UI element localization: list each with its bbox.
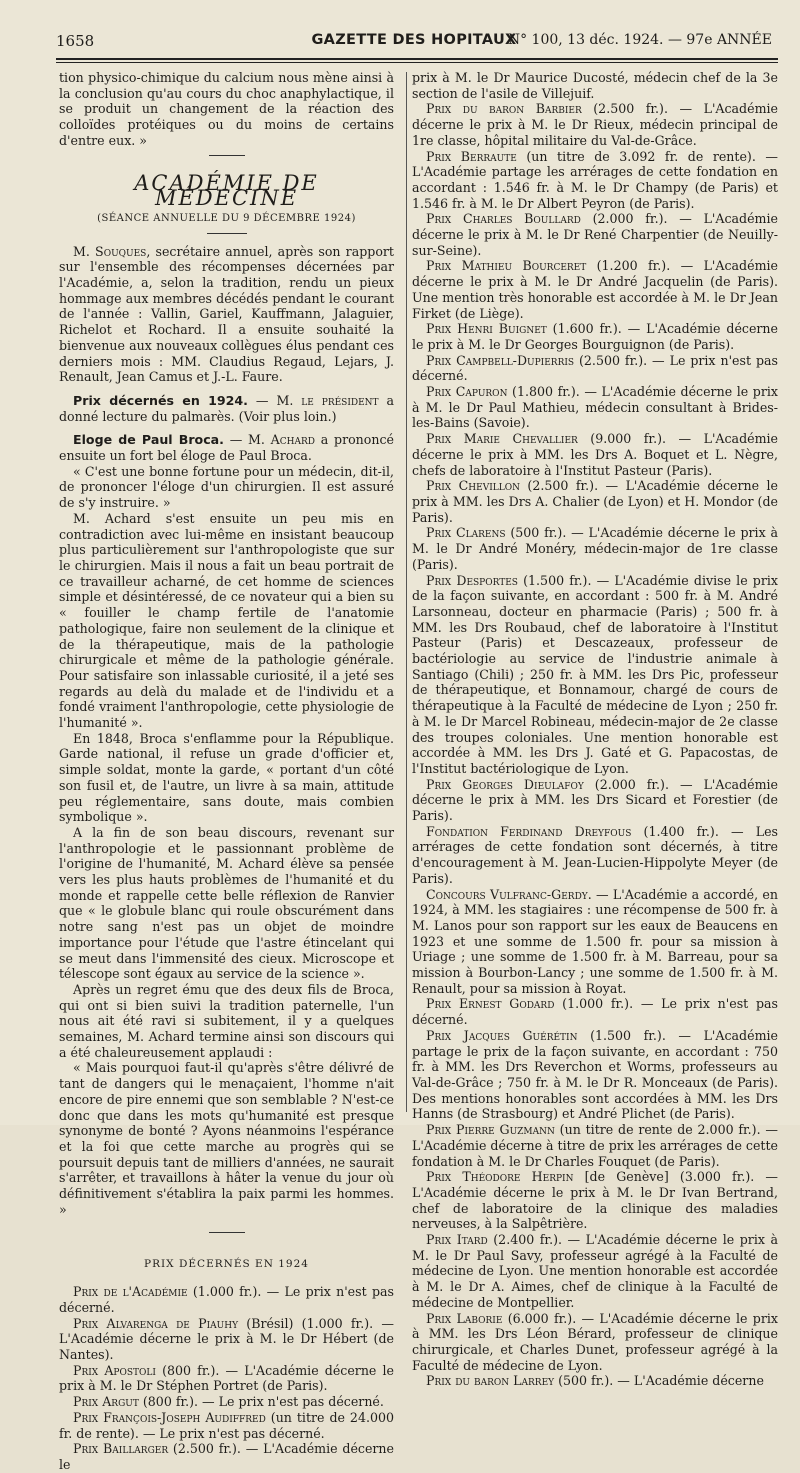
prize-text: (1.400 fr.). — Les arrérages de cette fondation sont décernés, à titre d'encouragement à M. Jean-Lucien-Hippolyte Meyer (de Paris).	[412, 823, 778, 886]
prize-entry	[412, 887, 778, 997]
prize-name: Prix Théodore Herpin	[426, 1169, 574, 1185]
prize-entry	[412, 353, 778, 384]
paragraph-prix: Prix décernés en 1924. — M. le président a donné lecture du palmarès. (Voir plus loin.)	[59, 392, 395, 424]
prize-text: (1.000 fr.). — Le prix n'est pas décerné.	[59, 1284, 394, 1315]
prize-text: (800 fr.). — Le prix n'est pas décerné.	[138, 1394, 384, 1410]
prize-name: Prix Henri Buignet	[426, 321, 547, 337]
prize-text: [de Genève] (3.000 fr.). — L'Académie décerne le prix à M. le Dr Ivan Bertrand, chef de laboratoire de la clinique des maladies nerveuses, à la Salpêtrière.	[412, 1169, 779, 1232]
prize-entry	[412, 258, 778, 321]
prize-name: Prix Marie Chevallier	[426, 431, 578, 447]
prize-entry	[59, 1284, 394, 1315]
prize-entry	[412, 211, 778, 258]
intro-paragraph: tion physico-chimique du calcium nous mène ainsi à la conclusion qu'au cours du choc anaphylactique, il se produit un changement de la réaction des colloïdes protéiques ou du moins de certains d'entre eux. »	[59, 70, 394, 148]
prize-text: (1.500 fr.). — L'Académie divise le prix de la façon suivante, en accordant : 500 fr. à M. André Larsonneau, docteur en pharmacie (Paris) ; 500 fr. à MM. les Drs Roubaud, chef de laboratoire à l'Institut Pasteur (Paris) et Descazeaux, professeur de bactériologie au service de l'industrie animale à Santiago (Chili) ; 250 fr. à MM. les Drs Pic, professeur de thérapeutique, et Bonnamour, chargé de cours de thérapeutique à la Faculté de médecine de Lyon ; 250 fr. à M. le Dr Marcel Robineau, médecin-major de 2e classe des troupes coloniales. Une mention honorable est accordée à MM. les Drs J. Gaté et G. Papacostas, de l'Institut bactériologique de Lyon.	[412, 572, 779, 776]
page-number: 1658	[56, 32, 95, 50]
prize-entry	[59, 1441, 394, 1472]
prize-name: Prix de l'Académie	[73, 1284, 188, 1300]
prize-text: (2.500 fr.). — L'Académie décerne le prix à M. le Dr Rieux, médecin principal de 1re classe, hôpital militaire du Val-de-Grâce.	[412, 101, 778, 148]
prize-entry	[412, 1311, 778, 1374]
prize-name: Prix Desportes	[426, 572, 518, 588]
prize-name: Prix Laborie	[426, 1310, 503, 1326]
prize-name: Prix Itard	[426, 1232, 488, 1248]
prize-entry	[412, 777, 778, 824]
prize-name: Prix Pierre Guzmann	[426, 1122, 555, 1138]
prize-text: (1.000 fr.). — Le prix n'est pas décerné.	[412, 996, 778, 1028]
section-title: ACADÉMIE DE MÉDECINE	[134, 170, 319, 211]
issue-info: N° 100, 13 déc. 1924. — 97e ANNÉE	[507, 32, 772, 48]
prize-entry	[412, 431, 778, 478]
paragraph: M. Achard s'est ensuite un peu mis en contradiction avec lui-même en insistant beaucoup plus particulièrement sur l'anthropologiste que sur le chirurgien. Mais il nous a fait un beau portrait de ce travailleur acharné, de cet homme de sciences simple et désintéressé, de ce novateur qui a bien su « fouiller le champ fertile de l'anatomie pathologique, faire non seulement de la clinique et de la thérapeutique, mais de la pathologie chirurgicale et même de la pathologie générale. Pour satisfaire son inlassable curiosité, il a jeté ses regards au delà du malade et de l'individu et a fondé vraiment l'anthropologie, cette physiologie de l'humanité ».	[59, 510, 394, 731]
prize-text: (Brésil) (1.000 fr.). — L'Académie décerne le prix à M. le Dr Hébert (de Nantes).	[59, 1315, 394, 1363]
prize-text: (2.000 fr.). — L'Académie décerne le prix à MM. les Drs Sicard et Forestier (de Paris).	[412, 776, 778, 824]
paragraph: A la fin de son beau discours, revenant sur l'anthropologie et le passionnant problème de l'origine de l'humanité, M. Achard élève sa pensée vers les plus hauts problèmes de l'humanité et du monde et rappelle cette belle réflexion de Ranvier que « le globule blanc qui roule obscurément dans notre sang n'est pas un objet de moindre importance pour l'étude que l'astre étincelant qui se meut dans l'immensité des cieux. Microscope et télescope sont égaux au service de la science ».	[59, 824, 394, 982]
prize-text: (un titre de 3.092 fr. de rente). — L'Académie partage les arrérages de cette fondation en accordant : 1.546 fr. à M. le Dr Champy (de Paris) et 1.546 fr. à M. le Dr Albert Peyron (de Paris).	[412, 148, 778, 211]
prize-name: Prix du baron Larrey	[426, 1373, 555, 1389]
prize-name: Prix Georges Dieulafoy	[426, 776, 584, 792]
prize-name: Prix Mathieu Bourceret	[426, 258, 587, 274]
prize-entry	[412, 384, 778, 431]
prize-text: (un titre de 24.000 fr. de rente). — Le prix n'est pas décerné.	[59, 1409, 394, 1441]
prize-text: (1.600 fr.). — L'Académie décerne le prix à M. le Dr Georges Bourguignon (de Paris).	[412, 321, 778, 352]
paragraph: En 1848, Broca s'enflamme pour la République. Garde national, il refuse un grade d'officier et, simple soldat, monte la garde, « portant d'un côté son fusil et, de l'autre, un livre à sa main, attitude peu réglementaire, sans doute, mais combien symbolique ».	[59, 730, 394, 825]
prize-name: Prix Baillarger	[73, 1441, 169, 1457]
prize-name: Prix du baron Barbier	[426, 101, 582, 117]
prize-name: Fondation Ferdinand Dreyfous	[426, 823, 632, 839]
prizes-heading: PRIX DÉCERNÉS EN 1924	[144, 1257, 309, 1270]
prize-text: prix à M. le Dr Maurice Ducosté, médecin chef de la 3e section de l'asile de Villejuif.	[412, 70, 778, 101]
prize-entry	[412, 1232, 778, 1311]
prize-text: (un titre de rente de 2.000 fr.). — L'Académie décerne à titre de prix les arrérages de cette fondation à M. le Dr Charles Fouquet (de Paris).	[412, 1122, 778, 1169]
prize-name: Prix Ernest Godard	[426, 996, 555, 1012]
prize-text: (800 fr.). — L'Académie décerne le prix à M. le Dr Stéphen Portret (de Paris).	[59, 1362, 394, 1394]
person-name: M. Souques,	[73, 243, 151, 259]
prize-text: (1.800 fr.). — L'Académie décerne le prix à M. le Dr Paul Mathieu, médecin consultant à Brides-les-Bains (Savoie).	[412, 384, 778, 431]
prize-name: Prix Alvarenga de Piauhy	[73, 1315, 239, 1331]
prize-name: Prix Argut	[73, 1394, 139, 1410]
prize-text: (6.000 fr.). — L'Académie décerne le prix à MM. les Drs Léon Bérard, professeur de clinique chirurgicale, et Charles Dunet, professeur agrégé à la Faculté de médecine de Lyon.	[412, 1310, 778, 1373]
prize-text: (9.000 fr.). — L'Académie décerne le prix à MM. les Drs A. Boquet et L. Nègre, chefs de laboratoire à l'Institut Pasteur (Paris).	[412, 431, 779, 478]
prize-name: Prix Apostoli	[73, 1362, 156, 1378]
paragraph: « Mais pourquoi faut-il qu'après s'être délivré de tant de dangers qui le menaçaient, l'homme n'ait encore de pire ennemi que son semblable ? N'est-ce donc que dans les mots qu'humanité est presque synonyme de bonté ? Ayons néanmoins l'espérance et la foi que cette marche au progrès qui se poursuit depuis tant de milliers d'années, ne saurait s'arrêter, et travaillons à hâter la venue du jour où définitivement s'établira la paix parmi les hommes. »	[59, 1060, 394, 1217]
section-subtitle: (SÉANCE ANNUELLE DU 9 DÉCEMBRE 1924)	[97, 212, 356, 224]
prize-entry	[412, 824, 778, 887]
prize-name: Prix Charles Boullard	[426, 211, 581, 227]
prize-entry	[412, 1122, 778, 1169]
prize-entry	[412, 101, 778, 148]
paragraph: « C'est une bonne fortune pour un médecin, dit-il, de prononcer l'éloge d'un chirurgien. Il est assuré de s'y instruire. »	[59, 463, 394, 511]
prize-name: Prix Capuron	[426, 384, 508, 400]
prize-entry	[412, 1169, 778, 1232]
prize-name: Prix Jacques Guérétin	[426, 1027, 578, 1043]
prize-text: (2.500 fr.). — Le prix n'est pas décerné.	[412, 352, 778, 384]
prize-entry	[59, 1394, 394, 1410]
prize-entry	[412, 321, 778, 352]
header-rule-thin	[56, 62, 778, 63]
divider	[207, 233, 247, 234]
prize-name: Prix Berraute	[426, 148, 517, 164]
journal-title: GAZETTE DES HOPITAUX	[311, 32, 517, 48]
divider	[209, 1232, 245, 1233]
paragraph-eloge: Eloge de Paul Broca. — M. Achard a prononcé ensuite un fort bel éloge de Paul Broca.	[59, 432, 394, 464]
right-column	[412, 70, 778, 1389]
header-rule	[56, 58, 778, 60]
prize-entry	[59, 1316, 394, 1363]
prize-entry	[59, 1410, 394, 1441]
divider	[209, 155, 245, 156]
prize-name: Prix Chevillon	[426, 478, 520, 494]
paragraph: Après un regret ému que des deux fils de Broca, qui ont si bien suivi la tradition paternelle, l'un nous ait été ravi si subitement, il y a quelques semaines, M. Achard termine ainsi son discours qui a été chaleureusement applaudi :	[59, 981, 394, 1060]
left-column	[59, 70, 394, 1473]
prize-list	[412, 70, 778, 1389]
prize-entry	[412, 149, 778, 212]
paragraph-souques: M. Souques, secrétaire annuel, après son rapport sur l'ensemble des récompenses décernées par l'Académie, a, selon la tradition, rendu un pieux hommage aux membres décédés pendant le courant de l'année : Vallin, Gariel, Kauffmann, Jalaguier, Richelot et Rochard. Il a ensuite souhaité la bienvenue aux nouveaux collègues élus pendant ces derniers mois : MM. Claudius Regaud, Lejars, J. Renault, Jean Camus et J.-L. Faure.	[59, 243, 394, 385]
prize-entry	[412, 1028, 778, 1122]
prize-entry	[412, 525, 778, 572]
prize-entry	[59, 1363, 394, 1394]
prize-text: (500 fr.). — L'Académie décerne	[554, 1373, 764, 1389]
prize-text: (1.200 fr.). — L'Académie décerne le prix à M. le Dr André Jacquelin (de Paris). Une mention très honorable est accordée à M. le Dr Jean Firket (de Liège).	[412, 258, 778, 321]
prize-name: Prix Clarens	[426, 525, 506, 541]
prize-text: (2.500 fr.). — L'Académie décerne le prix à MM. les Drs A. Chalier (de Lyon) et H. Mondor (de Paris).	[412, 478, 778, 525]
subheading: Prix décernés en 1924.	[73, 392, 248, 408]
prize-entry	[412, 70, 778, 101]
prize-entry	[412, 573, 778, 777]
page-header	[56, 32, 772, 54]
prize-text: (500 fr.). — L'Académie décerne le prix à M. le Dr André Monéry, médecin-major de 1re classe (Paris).	[412, 525, 779, 572]
prize-list	[59, 1284, 394, 1472]
prize-text: (2.000 fr.). — L'Académie décerne le prix à M. le Dr René Charpentier (de Neuilly-sur-Seine).	[412, 211, 778, 258]
column-separator	[406, 72, 407, 1112]
prize-name: Prix Campbell-Dupierris	[426, 352, 575, 368]
prize-entry	[412, 1373, 778, 1389]
prize-text: (2.500 fr.). — L'Académie décerne le	[59, 1441, 394, 1472]
prize-text: — L'Académie a accordé, en 1924, à MM. les stagiaires : une récompense de 500 fr. à M. Lanos pour son rapport sur les eaux de Beaucens en 1923 et une somme de 1.500 fr. pour sa mission à Uriage ; une somme de 1.500 fr. à M. Barreau, pour sa mission à Bourbon-Lancy ; une somme de 1.500 fr. à M. Renault, pour sa mission à Royat.	[412, 886, 778, 996]
prize-name: Concours Vulfranc-Gerdy.	[426, 886, 592, 902]
prize-entry	[412, 996, 778, 1027]
prize-text: (1.500 fr.). — L'Académie partage le prix de la façon suivante, en accordant : 750 fr. à MM. les Drs Reverchon et Worms, professeurs au Val-de-Grâce ; 750 fr. à M. le Dr R. Monceaux (de Paris). Des mentions honorables sont accordées à MM. les Drs Hanns (de Strasbourg) et André Plichet (de Paris).	[412, 1027, 778, 1122]
prize-entry	[412, 478, 778, 525]
prize-text: (2.400 fr.). — L'Académie décerne le prix à M. le Dr Paul Savy, professeur agrégé à la Faculté de médecine de Lyon. Une mention honorable est accordée à M. le Dr A. Aimes, chef de clinique à la Faculté de médecine de Montpellier.	[412, 1232, 778, 1310]
subheading: Eloge de Paul Broca.	[73, 432, 224, 448]
prize-name: Prix François-Joseph Audiffred	[73, 1409, 266, 1425]
